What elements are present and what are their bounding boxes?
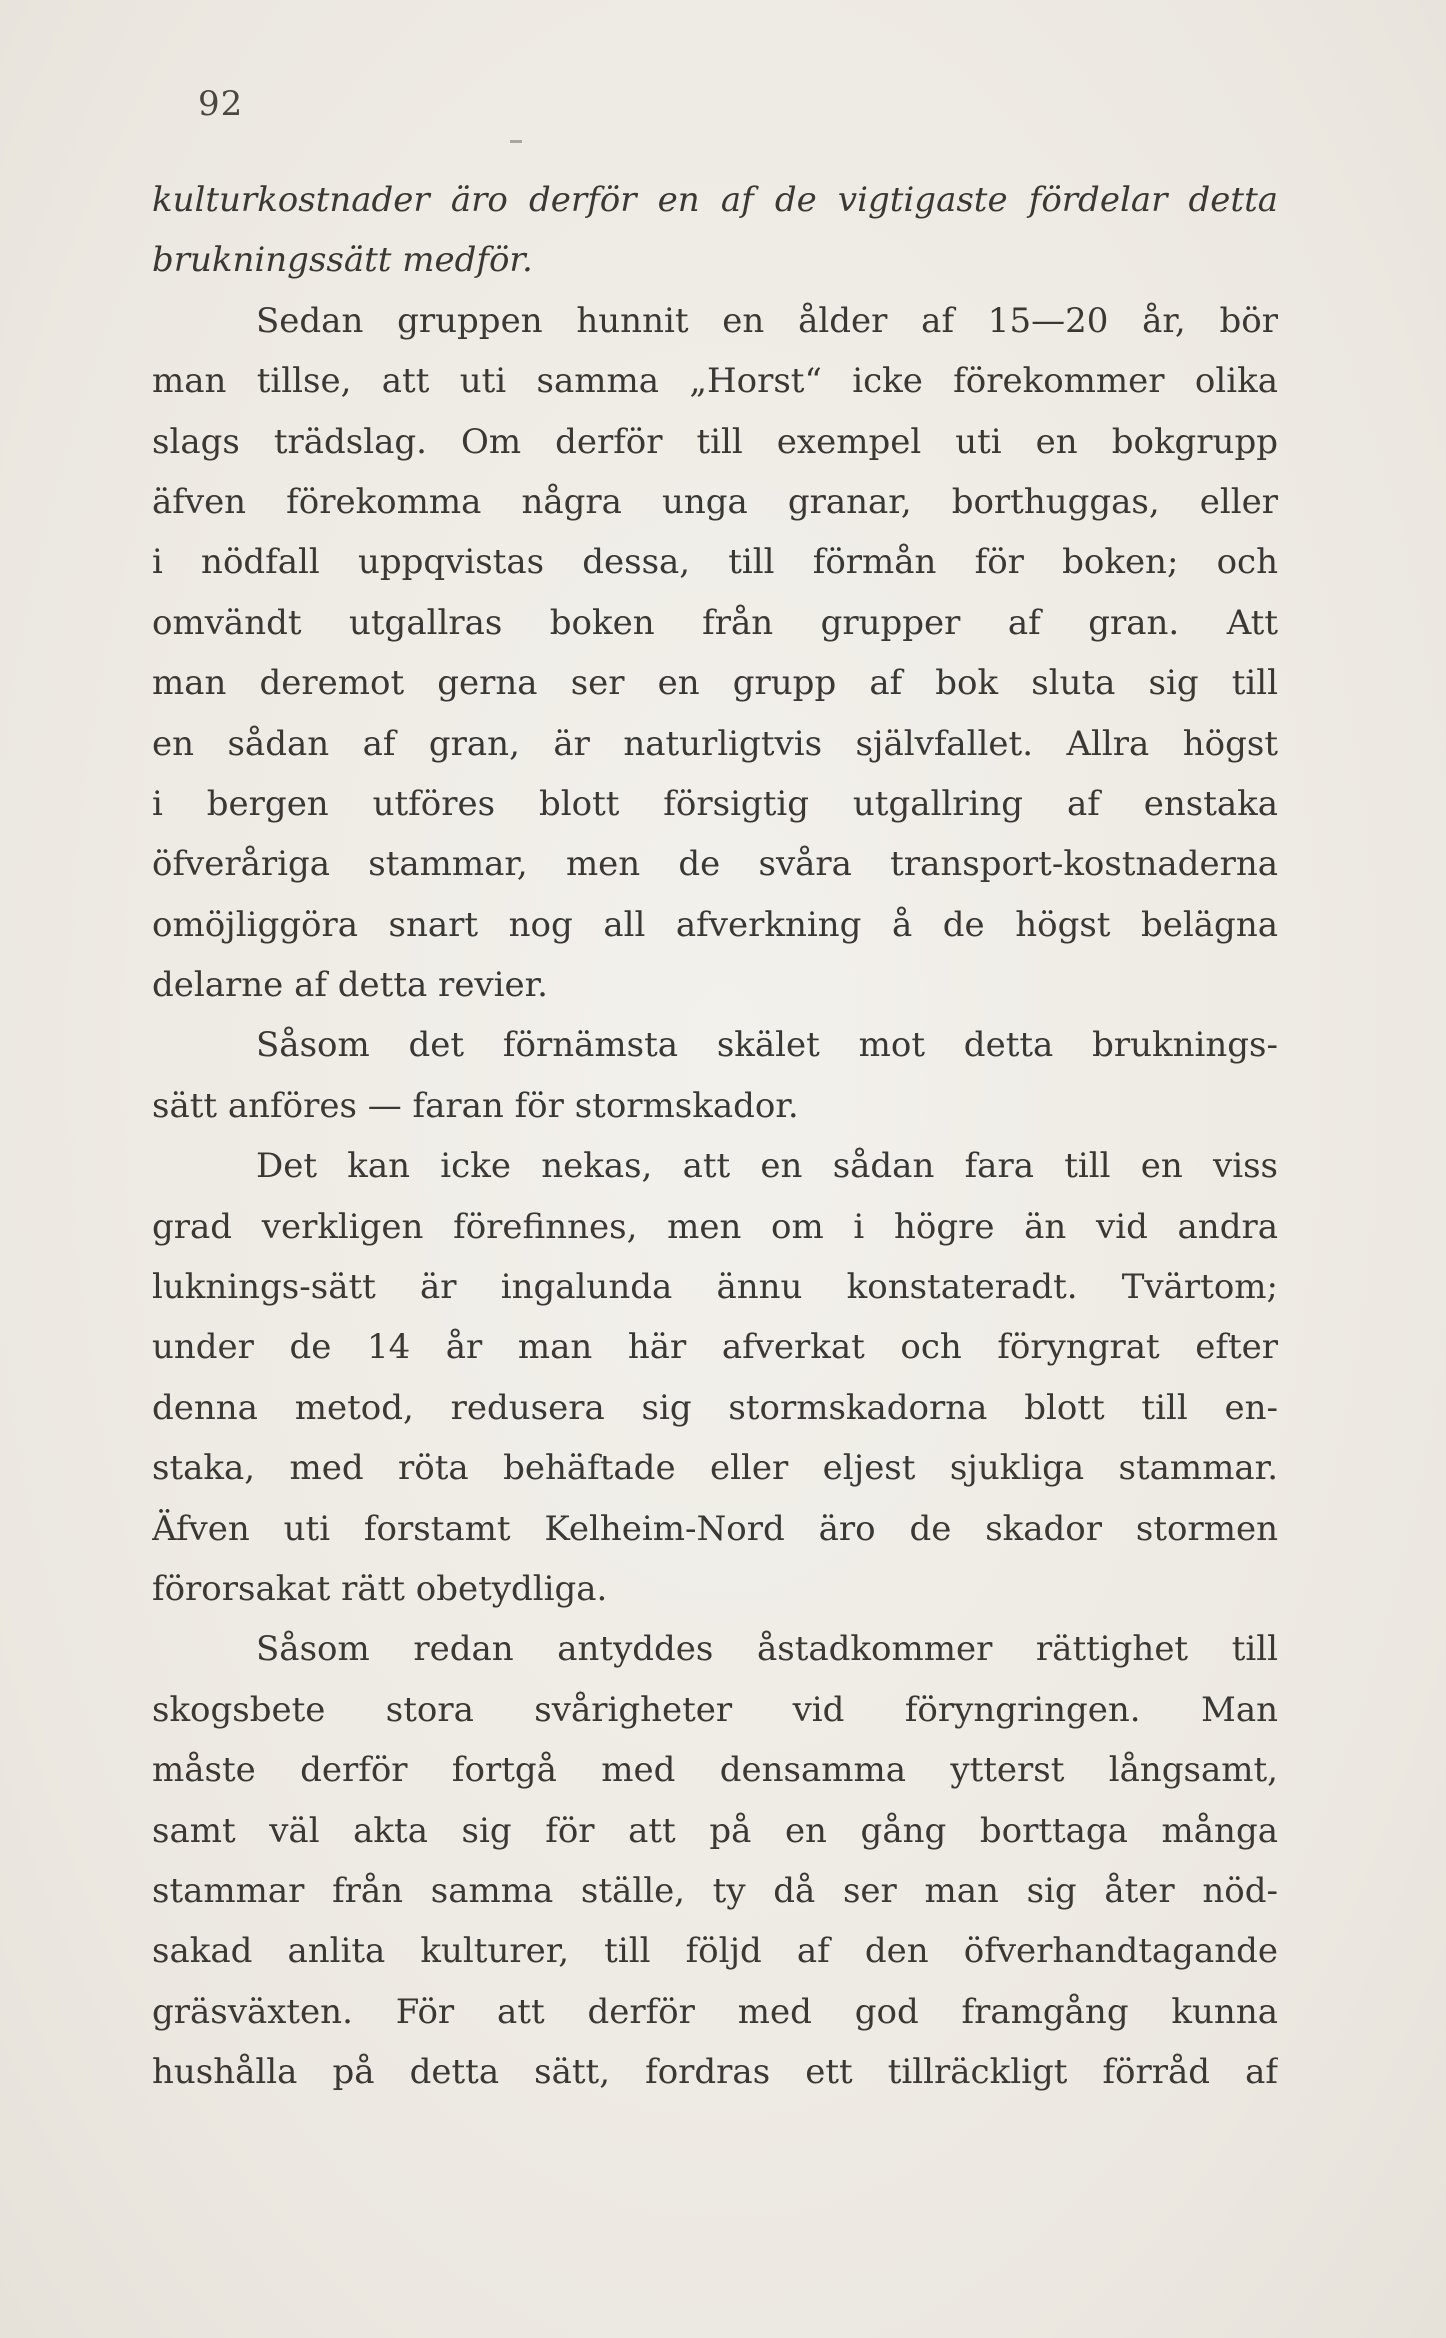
text-line: Sedan gruppen hunnit en ålder af 15—20 år, bör (256, 300, 1278, 341)
text-line: samt väl akta sig för att på en gång borttaga många (152, 1810, 1278, 1851)
text-line: staka, med röta behäftade eller eljest sjukliga stammar. (152, 1448, 1278, 1489)
text-line: brukningssätt medför. (152, 240, 533, 281)
text-line: Äfven uti forstamt Kelheim-Nord äro de skador stormen (152, 1508, 1278, 1549)
text-line: luknings-sätt är ingalunda ännu konstateradt. Tvärtom; (152, 1267, 1278, 1308)
text-line: stammar från samma ställe, ty då ser man sig åter nöd- (152, 1870, 1278, 1911)
text-line: man tillse, att uti samma „Horst“ icke förekommer olika (152, 361, 1278, 402)
text-line: under de 14 år man här afverkat och föryngrat efter (152, 1327, 1278, 1368)
text-line: omvändt utgallras boken från grupper af gran. Att (152, 602, 1278, 643)
text-line: Såsom redan antyddes åstadkommer rättighet till (256, 1629, 1278, 1670)
text-line: sakad anlita kulturer, till följd af den öfverhandtagande (152, 1931, 1278, 1972)
text-line: äfven förekomma några unga granar, borthuggas, eller (152, 481, 1278, 522)
text-line: förorsakat rätt obetydliga. (152, 1568, 608, 1609)
text-line: denna metod, redusera sig stormskadorna blott till en- (152, 1387, 1278, 1428)
page-number: 92 (198, 84, 244, 124)
text-line: måste derför fortgå med densamma ytterst långsamt, (152, 1750, 1278, 1791)
text-line: omöjliggöra snart nog all afverkning å de högst belägna (152, 904, 1278, 945)
text-line: i nödfall uppqvistas dessa, till förmån för boken; och (152, 542, 1278, 583)
text-line: delarne af detta revier. (152, 965, 548, 1006)
text-line: slags trädslag. Om derför till exempel uti en bokgrupp (152, 421, 1278, 462)
text-line: hushålla på detta sätt, fordras ett tillräckligt förråd af (152, 2052, 1278, 2093)
text-line: sätt anföres — faran för stormskador. (152, 1085, 799, 1126)
text-line: i bergen utföres blott försigtig utgallring af enstaka (152, 783, 1278, 824)
text-line: grad verkligen förefinnes, men om i högre än vid andra (152, 1206, 1278, 1247)
text-line: skogsbete stora svårigheter vid föryngringen. Man (152, 1689, 1278, 1730)
text-line: man deremot gerna ser en grupp af bok sluta sig till (152, 663, 1278, 704)
text-line: öfveråriga stammar, men de svåra transport-kostnaderna (152, 844, 1278, 885)
text-line: gräsväxten. För att derför med god framgång kunna (152, 1991, 1278, 2032)
print-mark (510, 140, 522, 143)
text-line: Det kan icke nekas, att en sådan fara till en viss (256, 1146, 1278, 1187)
text-line: kulturkostnader äro derför en af de vigtigaste fördelar detta (152, 180, 1278, 220)
body-text (152, 170, 1278, 2103)
text-line: en sådan af gran, är naturligtvis självfallet. Allra högst (152, 723, 1278, 764)
text-line: Såsom det förnämsta skälet mot detta bruknings- (256, 1025, 1278, 1066)
